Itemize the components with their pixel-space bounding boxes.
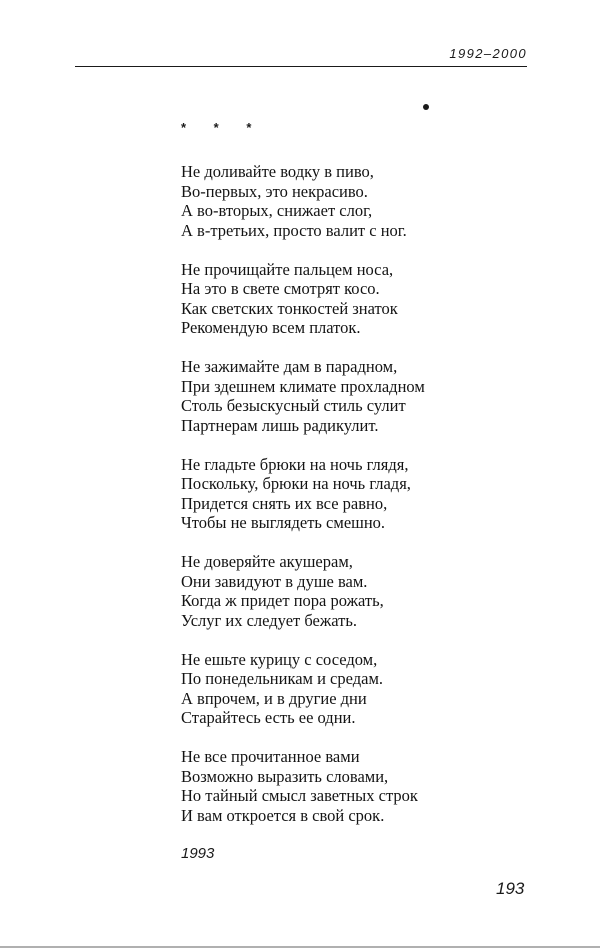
poem-line: Услуг их следует бежать.: [181, 610, 358, 630]
poem-line: Столь безыскусный стиль сулит: [181, 396, 406, 415]
poem-line: Когда ж придет пора рожать,: [181, 591, 384, 610]
running-head: [75, 46, 527, 67]
poem-body: [181, 162, 425, 845]
poem-line: Они завидуют в душе вам.: [181, 571, 368, 591]
poem-line: Не зажимайте дам в парадном,: [181, 357, 398, 376]
poem-line: И вам откроется в свой срок.: [181, 805, 385, 825]
poem-line: Не все прочитанное вами: [181, 747, 360, 766]
poem-line: Не ешьте курицу с соседом,: [181, 649, 378, 669]
stanza-4: [181, 455, 425, 533]
stanza-5: [181, 552, 425, 630]
poem-line: На это в свете смотрят косо.: [181, 279, 380, 298]
page-bottom-edge: [0, 946, 600, 948]
poem-line: Рекомендую всем платок.: [181, 318, 361, 337]
stanza-6: [181, 650, 425, 728]
poem-line: А впрочем, и в другие дни: [181, 688, 367, 708]
poem-line: Не доливайте водку в пиво,: [181, 162, 374, 181]
poem-line: По понедельникам и средам.: [181, 669, 384, 688]
stanza-1: [181, 162, 425, 240]
poem-line: Поскольку, брюки на ночь гладя,: [181, 474, 411, 493]
poem-line: Как светских тонкостей знаток: [181, 298, 398, 318]
poem-line: Не доверяйте акушерам,: [181, 552, 353, 571]
stanza-2: [181, 260, 425, 338]
poem-line: Старайтесь есть ее одни.: [181, 708, 356, 727]
section-asterisks: * * *: [181, 120, 264, 135]
poem-line: При здешнем климате прохладном: [181, 376, 425, 396]
poem-line: Возможно выразить словами,: [181, 766, 389, 786]
stanza-3: [181, 357, 425, 435]
poem-line: Не гладьте брюки на ночь глядя,: [181, 454, 409, 474]
poem-year: 1993: [181, 845, 215, 862]
poem-line: А во-вторых, снижает слог,: [181, 201, 373, 220]
poem-line: Во-первых, это некрасиво.: [181, 181, 368, 201]
poem-line: Чтобы не выглядеть смешно.: [181, 513, 386, 532]
poem-line: А в-третьих, просто валит с ног.: [181, 220, 407, 240]
running-head-title: 1992–2000: [449, 46, 527, 61]
stanza-7: [181, 747, 425, 825]
page-number: 193: [496, 879, 525, 898]
poem-line: Партнерам лишь радикулит.: [181, 415, 379, 435]
poem-line: Придется снять их все равно,: [181, 493, 388, 513]
poem-line: Не прочищайте пальцем носа,: [181, 259, 394, 279]
poem-line: Но тайный смысл заветных строк: [181, 786, 418, 805]
ink-dot-mark: [423, 104, 429, 110]
